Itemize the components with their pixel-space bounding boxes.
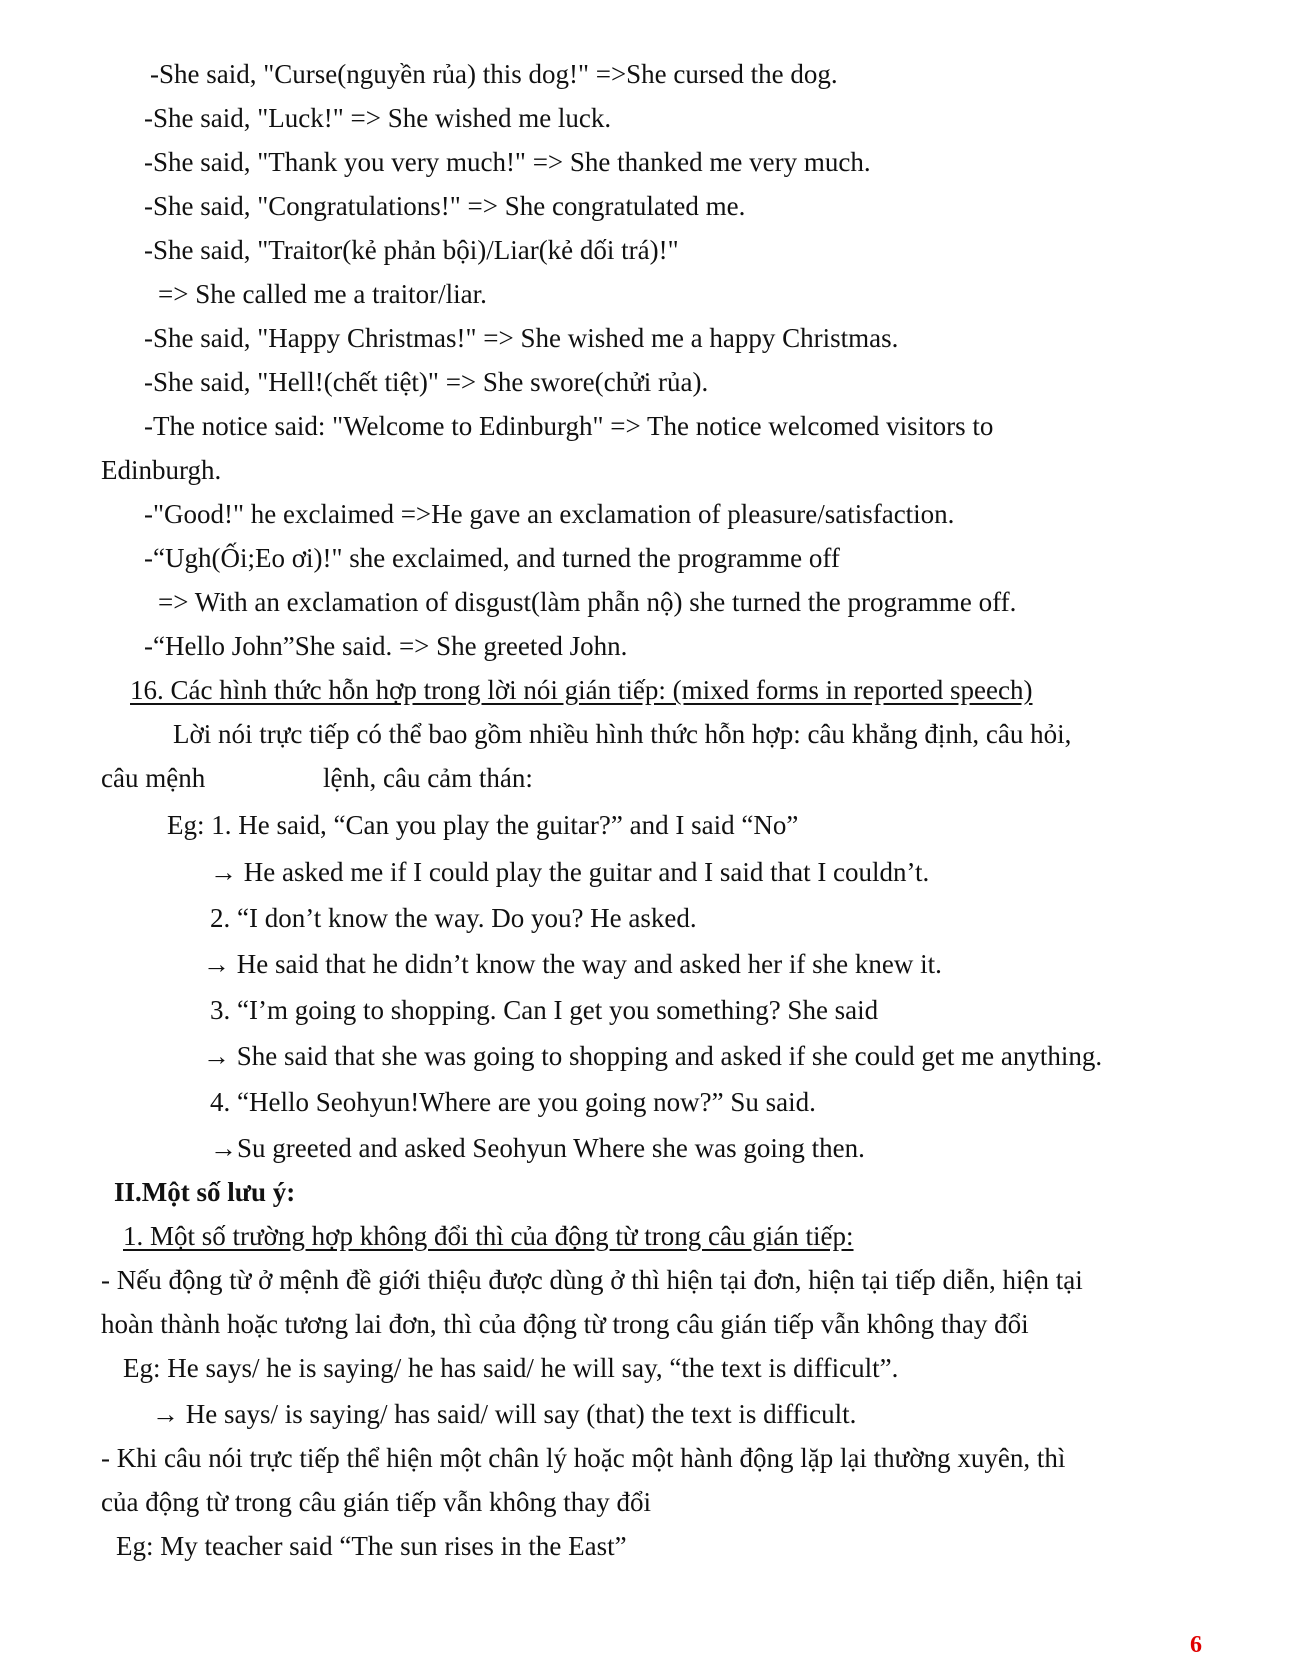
text-line: -“Hello John”She said. => She greeted John. xyxy=(144,631,628,661)
page-number: 6 xyxy=(1190,1632,1202,1658)
text-line: => She called me a traitor/liar. xyxy=(158,279,487,309)
text-line: Edinburgh. xyxy=(101,455,222,485)
text-line: 2. “I don’t know the way. Do you? He asked. xyxy=(210,903,697,933)
text-line: 3. “I’m going to shopping. Can I get you something? She said xyxy=(210,995,879,1025)
text-line: 4. “Hello Seohyun!Where are you going now?” Su said. xyxy=(210,1087,816,1117)
text-line: lệnh, câu cảm thán: xyxy=(323,763,533,793)
text-line: -She said, "Luck!" => She wished me luck. xyxy=(144,103,612,133)
section-heading-mixed-forms: 16. Các hình thức hỗn hợp trong lời nói gián tiếp: (mixed forms in reported speech) xyxy=(130,675,1033,705)
text-line: -She said, "Traitor(kẻ phản bội)/Liar(kẻ dối trá)!" xyxy=(144,235,679,265)
subsection-heading-tense: 1. Một số trường hợp không đổi thì của động từ trong câu gián tiếp: xyxy=(123,1221,854,1251)
text-line: -She said, "Happy Christmas!" => She wished me a happy Christmas. xyxy=(144,323,899,353)
text-line: → He says/ is saying/ has said/ will say (that) the text is difficult. xyxy=(152,1399,857,1429)
text-line: -She said, "Hell!(chết tiệt)" => She swore(chửi rủa). xyxy=(144,367,709,397)
text-line: Eg: My teacher said “The sun rises in the East” xyxy=(116,1531,627,1561)
text-line: -She said, "Congratulations!" => She congratulated me. xyxy=(144,191,746,221)
text-line: → He asked me if I could play the guitar and I said that I couldn’t. xyxy=(210,857,930,887)
text-line: hoàn thành hoặc tương lai đơn, thì của động từ trong câu gián tiếp vẫn không thay đổi xyxy=(101,1309,1029,1339)
text-line: Eg: He says/ he is saying/ he has said/ he will say, “the text is difficult”. xyxy=(123,1353,899,1383)
text-line: của động từ trong câu gián tiếp vẫn không thay đổi xyxy=(101,1487,652,1517)
text-line: - Khi câu nói trực tiếp thể hiện một chân lý hoặc một hành động lặp lại thường xuyên, thì xyxy=(101,1443,1066,1473)
text-line: => With an exclamation of disgust(làm phẫn nộ) she turned the programme off. xyxy=(158,587,1017,617)
text-line: -She said, "Curse(nguyền rủa) this dog!" =>She cursed the dog. xyxy=(150,59,838,89)
text-line: → He said that he didn’t know the way and asked her if she knew it. xyxy=(203,949,942,979)
text-line: → She said that she was going to shopping and asked if she could get me anything. xyxy=(203,1041,1103,1071)
text-line: Lời nói trực tiếp có thể bao gồm nhiều hình thức hỗn hợp: câu khẳng định, câu hỏi, xyxy=(173,719,1072,749)
text-line: -She said, "Thank you very much!" => She thanked me very much. xyxy=(144,147,871,177)
text-line: câu mệnh xyxy=(101,763,206,793)
text-line: →Su greeted and asked Seohyun Where she was going then. xyxy=(210,1133,865,1163)
text-line: -The notice said: "Welcome to Edinburgh" => The notice welcomed visitors to xyxy=(144,411,994,441)
text-line: -“Ugh(Ối;Eo ơi)!" she exclaimed, and turned the programme off xyxy=(144,543,840,573)
section-heading-notes: II.Một số lưu ý: xyxy=(114,1177,296,1207)
text-line: - Nếu động từ ở mệnh đề giới thiệu được dùng ở thì hiện tại đơn, hiện tại tiếp diễn, hiện tại xyxy=(101,1265,1083,1295)
text-line: -"Good!" he exclaimed =>He gave an exclamation of pleasure/satisfaction. xyxy=(144,499,955,529)
text-line: Eg: 1. He said, “Can you play the guitar?” and I said “No” xyxy=(167,810,799,840)
